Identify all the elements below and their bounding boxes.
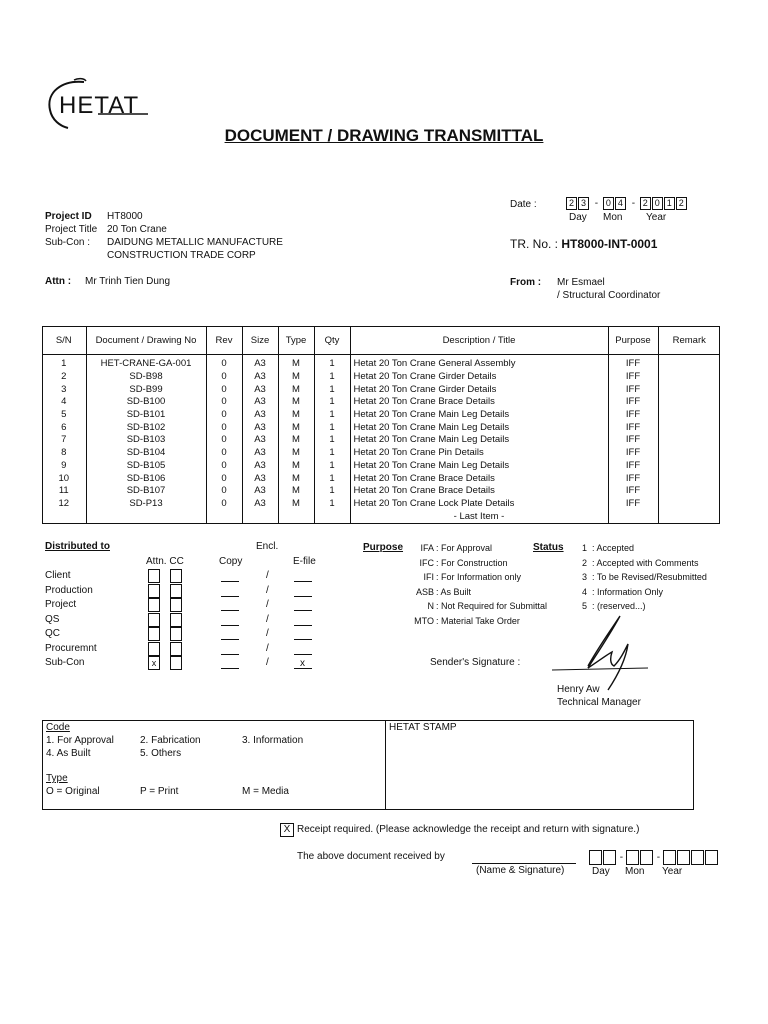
cell-size: A3 (242, 396, 278, 409)
logo-text: HETAT (59, 92, 140, 119)
cell-remark (658, 383, 720, 396)
cell-purpose: IFF (608, 371, 658, 384)
recipient-name: Sub-Con (45, 657, 85, 668)
cell-description: Hetat 20 Ton Crane Girder Details (350, 383, 608, 396)
cell-qty: 1 (314, 355, 350, 371)
cell-description: Hetat 20 Ton Crane Brace Details (350, 396, 608, 409)
status-code: 3 (582, 572, 588, 582)
cell-sn: 4 (61, 396, 67, 408)
cell-size: A3 (242, 498, 278, 511)
cell-rev: 0 (206, 409, 242, 422)
cell-doc-no: SD-B99 (86, 383, 206, 396)
cell-qty: 1 (314, 371, 350, 384)
cell-rev: 0 (206, 460, 242, 473)
cell-size: A3 (242, 421, 278, 434)
cell-purpose: IFF (608, 355, 658, 371)
efile-field[interactable] (294, 581, 312, 582)
cell-empty (608, 510, 658, 523)
recipient-name: Procuremnt (45, 642, 97, 654)
receipt-text: Receipt required. (Please acknowledge the receipt and return with signature.) (297, 824, 640, 835)
from-label: From : (510, 277, 542, 288)
receipt-year-box[interactable] (705, 850, 718, 865)
attn-checkbox[interactable] (148, 613, 160, 627)
cell-description: Hetat 20 Ton Crane Brace Details (350, 472, 608, 485)
cell-size: A3 (242, 371, 278, 384)
encl-separator: / (266, 570, 269, 581)
sender-signature-label: Sender's Signature : (430, 657, 521, 668)
cell-type: M (278, 396, 314, 409)
cell-rev: 0 (206, 396, 242, 409)
table-row (42, 383, 720, 396)
code-heading: Code (46, 722, 70, 733)
code-item: 4. As Built (46, 748, 91, 759)
cell-empty (206, 510, 242, 523)
cell-doc-no: SD-B103 (86, 434, 206, 447)
copy-field[interactable] (221, 596, 239, 597)
copy-field[interactable] (221, 610, 239, 611)
col-header-doc-no: Document / Drawing No (86, 326, 206, 355)
cell-description: Hetat 20 Ton Crane Main Leg Details (350, 421, 608, 434)
cell-description: Hetat 20 Ton Crane General Assembly (350, 355, 608, 371)
date-label: Date : (510, 199, 537, 210)
attn-checkbox[interactable] (148, 569, 160, 583)
receipt-sep: - (656, 852, 661, 864)
cell-sn: 11 (58, 485, 69, 497)
cell-rev: 0 (206, 421, 242, 434)
from-name: Mr Esmael (557, 277, 605, 288)
col-header-type: Type (278, 326, 314, 355)
cell-description: Hetat 20 Ton Crane Main Leg Details (350, 409, 608, 422)
project-id-label: Project ID (45, 211, 92, 222)
code-box-divider (385, 721, 386, 809)
attn-cc-label: Attn. CC (146, 556, 184, 567)
cc-checkbox[interactable] (170, 627, 182, 641)
cell-sn: 10 (58, 472, 70, 484)
purpose-heading: Purpose (363, 542, 404, 553)
efile-field[interactable] (294, 625, 312, 626)
signer-role: Technical Manager (557, 697, 641, 708)
cell-purpose: IFF (608, 383, 658, 396)
copy-field[interactable] (221, 668, 239, 669)
cell-empty (242, 510, 278, 523)
cell-remark (658, 498, 720, 511)
cell-size: A3 (242, 434, 278, 447)
cell-description: Hetat 20 Ton Crane Girder Details (350, 371, 608, 384)
cc-checkbox[interactable] (170, 613, 182, 627)
table-row (42, 434, 720, 447)
purpose-code: IFA (420, 543, 434, 553)
received-signature-line[interactable] (472, 863, 576, 864)
status-code: 5 (582, 601, 588, 611)
recipient-name: Client (45, 570, 71, 581)
receipt-month-box[interactable] (640, 850, 653, 865)
subcon-line2: CONSTRUCTION TRADE CORP (107, 250, 256, 261)
date-year-digit: 2 (640, 197, 651, 210)
cell-size: A3 (242, 355, 278, 371)
recipient-name: Project (45, 599, 77, 610)
cell-size: A3 (242, 447, 278, 460)
encl-label: Encl. (256, 541, 279, 552)
cell-qty: 1 (314, 460, 350, 473)
date-boxes (566, 197, 688, 210)
recipient-name: QC (45, 628, 60, 639)
cell-qty: 1 (314, 447, 350, 460)
cell-empty (278, 510, 314, 523)
attn-value: Mr Trinh Tien Dung (85, 276, 171, 287)
table-row (42, 447, 720, 460)
cell-remark (658, 434, 720, 447)
cell-remark (658, 485, 720, 498)
cell-type: M (278, 460, 314, 473)
cell-purpose: IFF (608, 421, 658, 434)
cell-remark (658, 472, 720, 485)
cell-rev: 0 (206, 355, 242, 371)
receipt-checkbox[interactable]: X (280, 823, 294, 837)
cell-type: M (278, 421, 314, 434)
cell-qty: 1 (314, 472, 350, 485)
purpose-code: ASB (415, 586, 434, 597)
cell-description: Hetat 20 Ton Crane Main Leg Details (350, 460, 608, 473)
cell-qty: 1 (314, 485, 350, 498)
cell-rev: 0 (206, 371, 242, 384)
purpose-code: MTO (414, 615, 434, 626)
col-header-remark: Remark (658, 326, 720, 355)
purpose-code: IFC (419, 557, 434, 568)
cell-empty (314, 510, 350, 523)
cell-size: A3 (242, 472, 278, 485)
copy-field[interactable] (221, 639, 239, 640)
attn-checkbox[interactable] (148, 584, 160, 598)
type-heading: Type (46, 773, 68, 784)
date-day-digit: 2 (566, 197, 577, 210)
page-title: DOCUMENT / DRAWING TRANSMITTAL (224, 126, 544, 145)
cell-size: A3 (242, 485, 278, 498)
date-year-label: Year (646, 212, 667, 223)
cell-purpose: IFF (608, 460, 658, 473)
table-row (42, 485, 720, 498)
recipient-name: QS (45, 613, 60, 625)
receipt-year-box[interactable] (663, 850, 676, 865)
cell-sn: 12 (58, 497, 70, 509)
receipt-day-label: Day (592, 866, 610, 877)
cell-purpose: IFF (608, 485, 658, 498)
cell-type: M (278, 472, 314, 485)
signer-name: Henry Aw (557, 684, 600, 695)
efile-field[interactable] (294, 639, 312, 640)
code-item: 1. For Approval (46, 735, 114, 746)
cell-remark (658, 460, 720, 473)
table-header-row (42, 326, 720, 355)
cell-sn: 1 (61, 358, 67, 370)
date-year-digit: 1 (664, 197, 675, 210)
project-id-value: HT8000 (107, 211, 143, 222)
copy-field[interactable] (221, 581, 239, 582)
receipt-year-label: Year (662, 866, 683, 877)
cell-doc-no: SD-B98 (86, 371, 206, 384)
table-row-last-item (42, 510, 720, 523)
purpose-desc: : For Information only (436, 572, 522, 582)
cell-doc-no: SD-B101 (86, 409, 206, 422)
attn-checkbox[interactable] (148, 642, 160, 656)
recipient-name: Production (45, 584, 93, 596)
cell-doc-no: HET-CRANE-GA-001 (86, 355, 206, 371)
subcon-line1: DAIDUNG METALLIC MANUFACTURE (107, 237, 283, 248)
cell-type: M (278, 409, 314, 422)
cc-checkbox[interactable] (170, 642, 182, 656)
copy-field[interactable] (221, 654, 239, 655)
receipt-year-box[interactable] (677, 850, 690, 865)
tr-label: TR. No. : (510, 237, 559, 251)
status-heading: Status (533, 542, 564, 553)
cell-description: Hetat 20 Ton Crane Lock Plate Details (350, 498, 608, 511)
cc-checkbox[interactable] (170, 584, 182, 598)
table-row (42, 409, 720, 422)
status-code: 2 (582, 557, 588, 568)
cell-sn: 5 (61, 409, 67, 421)
subcon-label: Sub-Con : (45, 237, 91, 248)
cc-checkbox[interactable] (170, 656, 182, 670)
encl-separator: / (266, 584, 269, 596)
encl-separator: / (266, 613, 269, 625)
status-desc: : (reserved...) (592, 601, 646, 611)
date-day-label: Day (569, 212, 587, 223)
cell-sn: 9 (61, 459, 67, 471)
date-month-digit: 4 (615, 197, 626, 210)
cell-remark (658, 409, 720, 422)
date-sep: - (631, 198, 636, 210)
copy-label: Copy (219, 556, 243, 567)
receipt-month-label: Mon (625, 866, 645, 877)
cell-sn: 6 (61, 421, 67, 433)
cell-qty: 1 (314, 409, 350, 422)
cell-rev: 0 (206, 498, 242, 511)
encl-separator: / (266, 642, 269, 654)
cell-remark (658, 447, 720, 460)
date-month-digit: 0 (603, 197, 614, 210)
cell-sn: 3 (61, 383, 67, 395)
cell-empty (42, 510, 86, 523)
receipt-day-box[interactable] (603, 850, 616, 865)
status-desc: : To be Revised/Resubmitted (592, 572, 707, 582)
status-desc: : Accepted with Comments (592, 557, 699, 568)
cell-sn: 7 (61, 434, 67, 446)
cell-type: M (278, 371, 314, 384)
cell-purpose: IFF (608, 396, 658, 409)
cell-doc-no: SD-B106 (86, 472, 206, 485)
cell-remark (658, 355, 720, 371)
efile-field[interactable] (294, 654, 312, 655)
distributed-heading: Distributed to (45, 541, 110, 552)
table-row (42, 421, 720, 434)
cell-purpose: IFF (608, 447, 658, 460)
type-item: M = Media (242, 786, 289, 797)
cell-doc-no: SD-B100 (86, 396, 206, 409)
tr-number (510, 237, 657, 251)
cell-qty: 1 (314, 396, 350, 409)
last-item-marker: - Last Item - (350, 510, 608, 523)
cell-description: Hetat 20 Ton Crane Main Leg Details (350, 434, 608, 447)
table-row (42, 355, 720, 371)
cell-sn: 8 (61, 447, 67, 459)
cell-doc-no: SD-B102 (86, 421, 206, 434)
cell-size: A3 (242, 383, 278, 396)
efile-label: E-file (293, 556, 316, 567)
purpose-desc: : As Built (436, 586, 472, 597)
purpose-code: N (427, 601, 434, 611)
purpose-code: IFI (423, 572, 434, 582)
col-header-sn: S/N (42, 326, 86, 355)
purpose-desc: : Not Required for Submittal (436, 601, 548, 611)
stamp-label: HETAT STAMP (389, 722, 457, 733)
table-row (42, 460, 720, 473)
cell-type: M (278, 498, 314, 511)
cell-remark (658, 371, 720, 384)
receipt-day-box[interactable] (589, 850, 602, 865)
code-item: 2. Fabrication (140, 735, 201, 746)
attn-label: Attn : (45, 276, 72, 287)
cell-type: M (278, 447, 314, 460)
date-month-label: Mon (603, 212, 623, 223)
col-header-description: Description / Title (350, 326, 608, 355)
cell-purpose: IFF (608, 409, 658, 422)
encl-separator: / (266, 657, 269, 668)
company-logo (44, 76, 154, 132)
tr-value: HT8000-INT-0001 (561, 237, 658, 251)
cell-type: M (278, 485, 314, 498)
cell-size: A3 (242, 409, 278, 422)
status-code: 1 (582, 543, 588, 553)
cell-rev: 0 (206, 434, 242, 447)
table-row (42, 498, 720, 511)
copy-field[interactable] (221, 625, 239, 626)
cell-description: Hetat 20 Ton Crane Pin Details (350, 447, 608, 460)
code-item: 3. Information (242, 735, 304, 746)
table-row (42, 472, 720, 485)
col-header-qty: Qty (314, 326, 350, 355)
cell-qty: 1 (314, 498, 350, 511)
project-title-label: Project Title (45, 224, 98, 235)
col-header-rev: Rev (206, 326, 242, 355)
receipt-year-box[interactable] (691, 850, 704, 865)
cell-rev: 0 (206, 472, 242, 485)
status-desc: : Accepted (592, 543, 635, 553)
project-title-value: 20 Ton Crane (107, 224, 167, 235)
cell-sn: 2 (61, 371, 67, 383)
cell-description: Hetat 20 Ton Crane Brace Details (350, 485, 608, 498)
cell-empty (658, 510, 720, 523)
cell-type: M (278, 355, 314, 371)
cell-purpose: IFF (608, 472, 658, 485)
date-day-digit: 3 (578, 197, 589, 210)
attn-checkbox[interactable]: x (148, 656, 160, 670)
cc-checkbox[interactable] (170, 569, 182, 583)
cell-doc-no: SD-B105 (86, 460, 206, 473)
from-role: / Structural Coordinator (557, 290, 661, 301)
efile-field[interactable] (294, 610, 312, 611)
date-sep: - (594, 198, 599, 210)
col-header-size: Size (242, 326, 278, 355)
cell-qty: 1 (314, 383, 350, 396)
cc-checkbox[interactable] (170, 598, 182, 612)
cell-doc-no: SD-B104 (86, 447, 206, 460)
code-box (42, 720, 694, 810)
cell-doc-no: SD-P13 (86, 498, 206, 511)
efile-mark: x (300, 658, 305, 669)
cell-remark (658, 421, 720, 434)
cell-rev: 0 (206, 383, 242, 396)
code-item: 5. Others (140, 748, 182, 759)
table-row (42, 371, 720, 384)
cell-empty (86, 510, 206, 523)
name-signature-label: (Name & Signature) (476, 865, 565, 876)
cell-rev: 0 (206, 447, 242, 460)
encl-separator: / (266, 628, 269, 639)
cell-rev: 0 (206, 485, 242, 498)
cell-qty: 1 (314, 421, 350, 434)
purpose-desc: : Material Take Order (436, 615, 520, 626)
type-item: O = Original (46, 786, 100, 797)
transmittal-table (42, 326, 720, 523)
attn-checkbox[interactable] (148, 598, 160, 612)
cell-type: M (278, 434, 314, 447)
receipt-date-boxes[interactable] (589, 850, 719, 865)
received-by-label: The above document received by (297, 851, 445, 862)
date-year-digit: 2 (676, 197, 687, 210)
status-desc: : Information Only (592, 586, 664, 597)
purpose-desc: : For Construction (436, 557, 508, 568)
cell-qty: 1 (314, 434, 350, 447)
date-year-digit: 0 (652, 197, 663, 210)
cell-remark (658, 396, 720, 409)
purpose-desc: : For Approval (436, 543, 493, 553)
cell-type: M (278, 383, 314, 396)
cell-size: A3 (242, 460, 278, 473)
type-item: P = Print (140, 786, 179, 797)
table-row (42, 396, 720, 409)
cell-doc-no: SD-B107 (86, 485, 206, 498)
attn-checkbox[interactable] (148, 627, 160, 641)
cell-purpose: IFF (608, 434, 658, 447)
col-header-purpose: Purpose (608, 326, 658, 355)
cell-purpose: IFF (608, 498, 658, 511)
encl-separator: / (266, 599, 269, 610)
receipt-month-box[interactable] (626, 850, 639, 865)
efile-field[interactable] (294, 596, 312, 597)
status-code: 4 (582, 586, 588, 597)
receipt-sep: - (619, 852, 624, 864)
